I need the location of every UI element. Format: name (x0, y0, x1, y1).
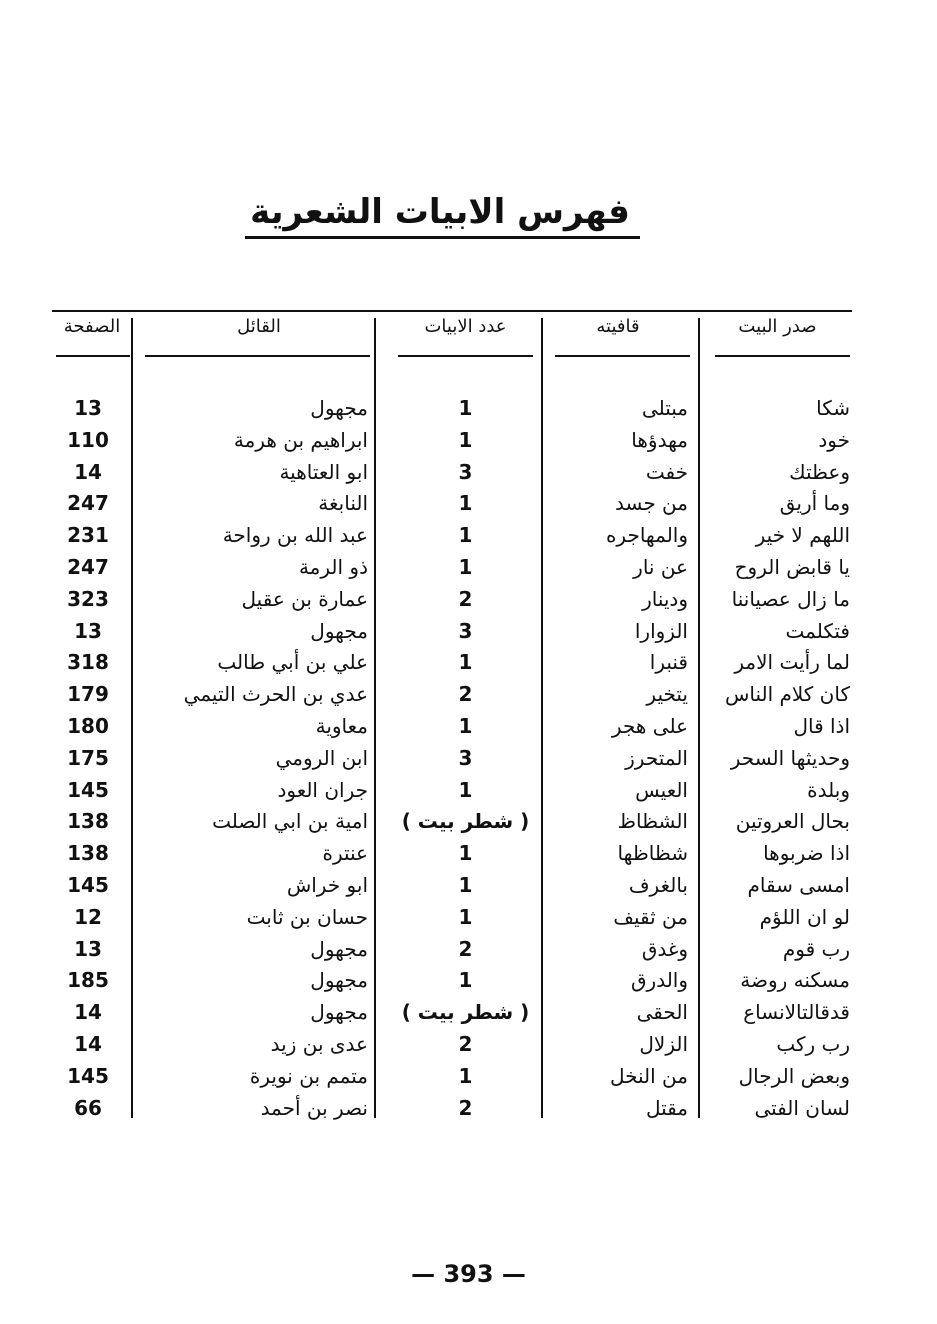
count-cell: 1 (458, 968, 473, 993)
rhyme-cell: وغدق (641, 936, 688, 961)
rhyme-cell: الشظاظ (617, 809, 688, 834)
header-verse-rule (715, 355, 850, 357)
page-number: — 393 — (411, 1260, 526, 1288)
rhyme-cell: من ثقيف (613, 904, 688, 929)
rhyme-cell: الزوارا (634, 618, 688, 643)
speaker-cell: ابن الرومي (275, 745, 368, 770)
header-page-rule (56, 355, 130, 357)
count-cell: ( شطر بيت ) (401, 1000, 530, 1025)
header-verse: صدر البيت (738, 316, 817, 337)
verse-cell: رب ركب (776, 1032, 850, 1056)
page-cell: 231 (67, 523, 109, 548)
page-cell: 110 (67, 427, 109, 452)
count-cell: 1 (458, 714, 473, 738)
rhyme-cell: الزلال (639, 1032, 688, 1056)
verse-cell: لسان الفتى (754, 1095, 850, 1120)
table-top-rule (52, 310, 852, 312)
count-cell: 2 (458, 1095, 473, 1120)
rhyme-cell: ودينار (642, 586, 688, 611)
verse-cell: فتكلمت (785, 618, 850, 643)
verse-cell: بحال العروتين (735, 809, 850, 834)
count-cell: 3 (458, 618, 473, 643)
count-cell: 1 (458, 396, 473, 420)
speaker-cell: عمارة بن عقيل (241, 586, 368, 611)
rhyme-cell: والمهاجره (605, 523, 688, 548)
speaker-cell: عبد الله بن رواحة (222, 523, 368, 548)
count-cell: 3 (458, 745, 473, 770)
rhyme-cell: مقتل (645, 1095, 688, 1120)
count-cell: 1 (458, 1063, 473, 1088)
speaker-cell: امية بن ابي الصلت (212, 809, 368, 834)
verse-cell: يا قابض الروح (734, 555, 850, 579)
speaker-cell: ذو الرمة (298, 555, 368, 579)
page-cell: 14 (74, 1032, 102, 1056)
verse-cell: خود (818, 427, 850, 452)
rhyme-cell: الحقى (636, 1000, 688, 1025)
rhyme-cell: شظاظها (617, 841, 688, 866)
verse-cell: قدقالتالانساع (743, 1000, 850, 1025)
speaker-cell: علي بن أبي طالب (217, 650, 368, 675)
rhyme-cell: مبتلى (641, 396, 688, 420)
page-title: فهرس الابيات الشعرية (250, 192, 630, 232)
page-cell: 179 (67, 682, 109, 707)
rhyme-cell: بالغرف (628, 873, 688, 897)
count-cell: 1 (458, 523, 473, 548)
header-page: الصفحة (63, 316, 121, 337)
count-cell: 3 (458, 459, 473, 484)
rhyme-cell: عن نار (633, 555, 688, 579)
header-count: عدد الابيات (424, 316, 507, 337)
rhyme-cell: العيس (635, 777, 688, 802)
verse-cell: اذا ضربوها (763, 841, 850, 866)
speaker-cell: مجهول (310, 618, 368, 643)
verse-cell: اذا قال (793, 714, 850, 738)
speaker-cell: مجهول (310, 1000, 368, 1025)
rhyme-cell: يتخير (646, 682, 688, 707)
page-cell: 14 (74, 1000, 102, 1025)
page-cell: 185 (67, 968, 109, 993)
count-cell: 1 (458, 650, 473, 675)
column-divider (698, 318, 700, 1118)
page-cell: 145 (67, 873, 109, 897)
count-cell: 2 (458, 682, 473, 707)
count-cell: 1 (458, 491, 473, 516)
speaker-cell: نصر بن أحمد (260, 1095, 368, 1120)
speaker-cell: مجهول (310, 936, 368, 961)
page-cell: 318 (67, 650, 109, 675)
header-rhyme: قافيته (596, 316, 640, 337)
verse-cell: رب قوم (782, 936, 850, 961)
count-cell: 1 (458, 904, 473, 929)
count-cell: 2 (458, 936, 473, 961)
column-divider (131, 318, 133, 1118)
rhyme-cell: مهدؤها (631, 427, 688, 452)
verse-cell: شكا (816, 396, 850, 420)
header-speaker: القائل (237, 316, 281, 337)
page-cell: 13 (74, 618, 102, 643)
page-cell: 247 (67, 491, 109, 516)
verse-cell: ما زال عصياننا (731, 586, 850, 611)
page-cell: 145 (67, 1063, 109, 1088)
speaker-cell: عنترة (322, 841, 368, 866)
rhyme-cell: خفت (645, 459, 688, 484)
verse-cell: كان كلام الناس (724, 682, 850, 707)
verse-cell: امسى سقام (747, 873, 850, 897)
page-cell: 247 (67, 555, 109, 579)
verse-cell: وبلدة (807, 777, 850, 802)
page-cell: 12 (74, 904, 102, 929)
speaker-cell: متمم بن نويرة (249, 1063, 368, 1088)
page-cell: 180 (67, 714, 109, 738)
count-cell: 1 (458, 841, 473, 866)
verse-cell: مسكنه روضة (740, 968, 850, 993)
rhyme-cell: على هجر (611, 714, 688, 738)
verse-cell: لو ان اللؤم (759, 904, 850, 929)
count-cell: 1 (458, 873, 473, 897)
page-cell: 13 (74, 936, 102, 961)
speaker-cell: معاوية (315, 714, 368, 738)
page-cell: 14 (74, 459, 102, 484)
page-cell: 175 (67, 745, 109, 770)
speaker-cell: جران العود (277, 777, 368, 802)
count-cell: 1 (458, 427, 473, 452)
page-cell: 138 (67, 809, 109, 834)
page-cell: 323 (67, 586, 109, 611)
speaker-cell: ابو العتاهية (279, 459, 368, 484)
count-cell: 1 (458, 777, 473, 802)
count-cell: 2 (458, 586, 473, 611)
page-cell: 13 (74, 396, 102, 420)
rhyme-cell: والدرق (631, 968, 688, 993)
rhyme-cell: من النخل (609, 1063, 688, 1088)
speaker-cell: عدى بن زيد (270, 1032, 368, 1056)
column-divider (374, 318, 376, 1118)
title-underline (245, 236, 640, 239)
verse-cell: لما رأيت الامر (734, 650, 850, 675)
speaker-cell: مجهول (310, 968, 368, 993)
verse-cell: وعظتك (789, 459, 850, 484)
count-cell: ( شطر بيت ) (401, 809, 530, 834)
speaker-cell: ابو خراش (286, 873, 368, 897)
speaker-cell: حسان بن ثابت (246, 904, 368, 929)
verse-cell: وحديثها السحر (730, 745, 850, 770)
speaker-cell: مجهول (310, 396, 368, 420)
verse-cell: وما أريق (779, 491, 850, 516)
header-count-rule (398, 355, 533, 357)
column-divider (541, 318, 543, 1118)
verse-cell: اللهم لا خير (755, 523, 850, 548)
page-cell: 145 (67, 777, 109, 802)
rhyme-cell: المتحرز (625, 745, 688, 770)
rhyme-cell: من جسد (615, 491, 688, 516)
verse-cell: وبعض الرجال (738, 1063, 850, 1088)
speaker-cell: النابغة (318, 491, 368, 516)
header-speaker-rule (145, 355, 370, 357)
page-cell: 66 (74, 1095, 102, 1120)
header-rhyme-rule (555, 355, 690, 357)
rhyme-cell: قنبرا (649, 650, 688, 675)
count-cell: 1 (458, 555, 473, 579)
speaker-cell: عدي بن الحرث التيمي (183, 682, 368, 707)
page-cell: 138 (67, 841, 109, 866)
count-cell: 2 (458, 1032, 473, 1056)
speaker-cell: ابراهيم بن هرمة (233, 427, 368, 452)
